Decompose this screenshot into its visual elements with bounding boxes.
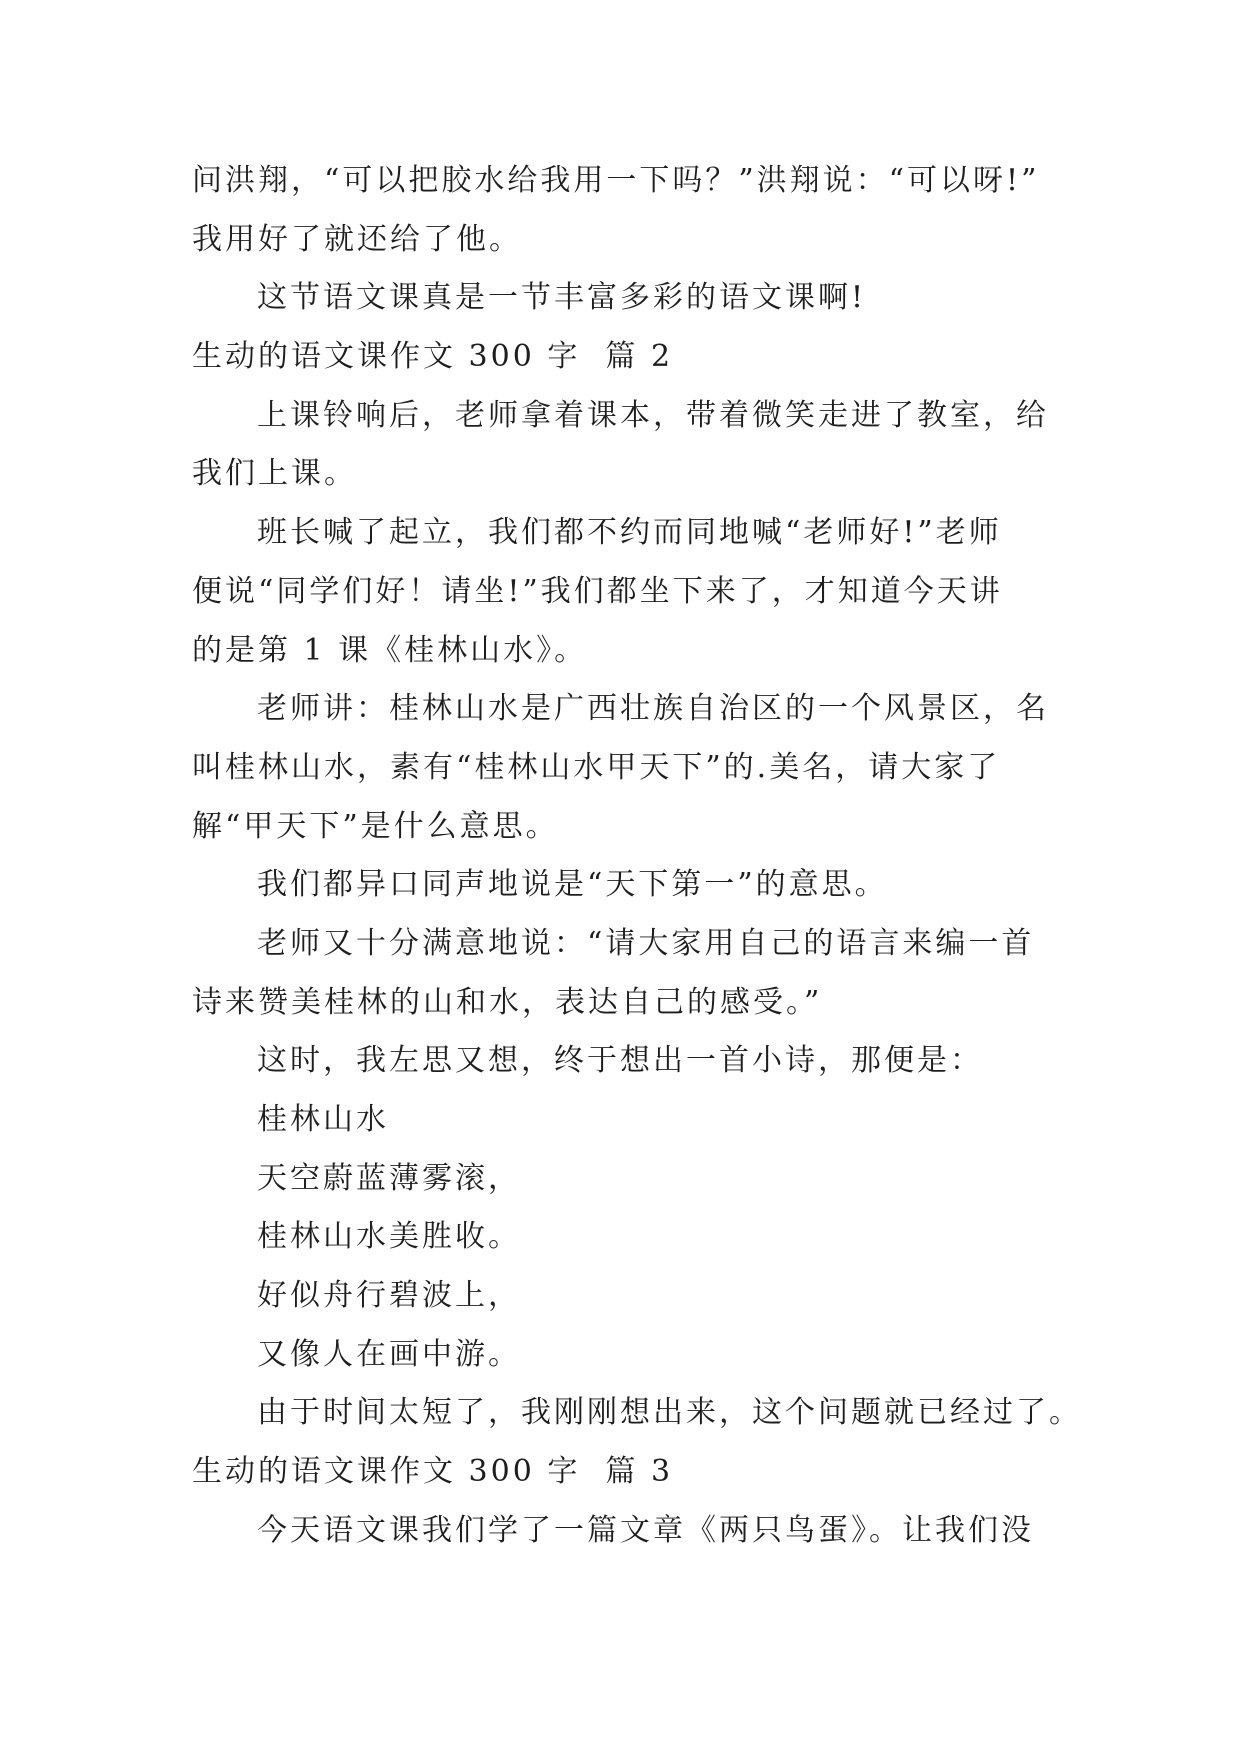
paragraph: [192, 1502, 1092, 1561]
paragraph-line: 的是第 1 课《桂林山水》。: [192, 632, 588, 668]
paragraph-line: 我们都异口同声地说是“天下第一”的意思。: [257, 867, 888, 903]
paragraph-line: 老师讲：桂林山水是广西壮族自治区的一个风景区，名: [257, 691, 1049, 727]
paragraph-line: 这时，我左思又想，终于想出一首小诗，那便是：: [257, 1043, 983, 1079]
paragraph: [192, 387, 1092, 504]
poem-line: 桂林山水美胜收。: [257, 1219, 521, 1255]
paragraph-line: 我用好了就还给了他。: [192, 221, 522, 257]
paragraph-line: 问洪翔，“可以把胶水给我用一下吗？”洪翔说：“可以呀!”: [192, 163, 1040, 198]
paragraph: [192, 915, 1092, 1032]
section-heading: 生动的语文课作文 300 字 篇 2: [192, 339, 674, 375]
paragraph-line: 班长喊了起立，我们都不约而同地喊“老师好!”老师: [257, 515, 1002, 551]
section-heading: 生动的语文课作文 300 字 篇 3: [192, 1454, 674, 1490]
paragraph-line: 我们上课。: [192, 456, 357, 492]
paragraph: [192, 269, 1092, 328]
poem: [192, 1091, 1092, 1384]
paragraph-line: 解“甲天下”是什么意思。: [192, 808, 559, 844]
paragraph-line: 这节语文课真是一节丰富多彩的语文课啊!: [257, 280, 867, 316]
paragraph-line: 老师又十分满意地说：“请大家用自己的语言来编一首: [257, 925, 1035, 961]
poem-title: 桂林山水: [257, 1102, 389, 1137]
paragraph: [192, 1032, 1092, 1091]
paragraph: [192, 152, 1092, 269]
paragraph: [192, 680, 1092, 856]
paragraph-line: 便说“同学们好！请坐!”我们都坐下来了，才知道今天讲: [192, 573, 1003, 609]
paragraph-line: 上课铃响后，老师拿着课本，带着微笑走进了教室，给: [257, 397, 1049, 433]
paragraph-line: 今天语文课我们学了一篇文章《两只鸟蛋》。让我们没: [257, 1512, 1034, 1548]
paragraph-line: 叫桂林山水，素有“桂林山水甲天下”的.美名，请大家了: [192, 749, 1001, 785]
paragraph: [192, 504, 1092, 680]
paragraph-line: 由于时间太短了，我刚刚想出来，这个问题就已经过了。: [257, 1395, 1082, 1431]
document-page: [192, 152, 1092, 1561]
poem-line: 好似舟行碧波上，: [257, 1278, 521, 1314]
paragraph-line: 诗来赞美桂林的山和水，表达自己的感受。”: [192, 984, 823, 1020]
paragraph: [192, 856, 1092, 915]
poem-line: 天空蔚蓝薄雾滚，: [257, 1160, 521, 1196]
poem-line: 又像人在画中游。: [257, 1336, 521, 1372]
paragraph: [192, 1384, 1092, 1443]
